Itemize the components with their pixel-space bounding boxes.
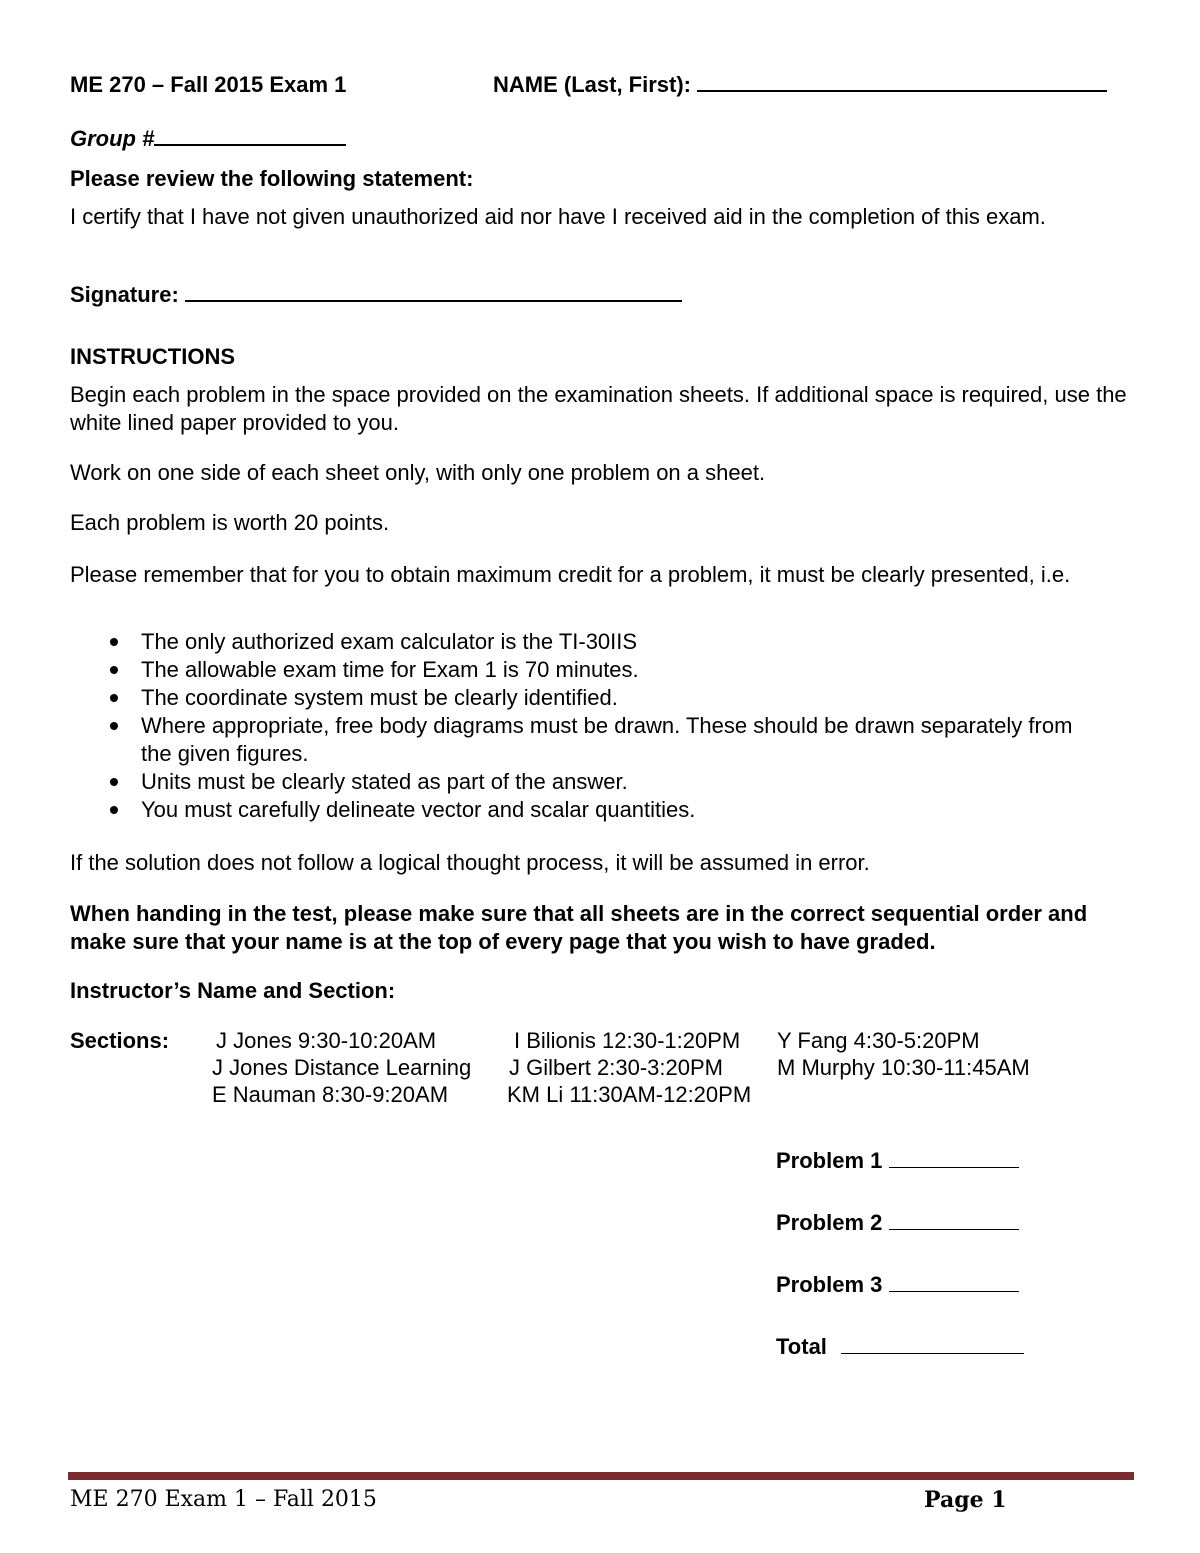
problem-3-label: Problem 3 <box>776 1272 883 1297</box>
footer-left: ME 270 Exam 1 – Fall 2015 <box>70 1487 377 1512</box>
problem-1-label: Problem 1 <box>776 1148 883 1173</box>
sections-label: Sections: <box>70 1028 170 1053</box>
list-item: The allowable exam time for Exam 1 is 70 minutes. <box>70 656 1130 684</box>
bullet-icon <box>110 638 118 646</box>
bullet-icon <box>110 722 118 730</box>
instructions-paragraph-2: Work on one side of each sheet only, with only one problem on a sheet. <box>70 460 766 485</box>
section-option[interactable]: J Gilbert 2:30-3:20PM <box>509 1055 723 1080</box>
problem-2-label: Problem 2 <box>776 1210 883 1235</box>
instructions-paragraph-3: Each problem is worth 20 points. <box>70 510 390 535</box>
total-blank[interactable] <box>841 1335 1024 1354</box>
instructions-heading: INSTRUCTIONS <box>70 344 235 369</box>
course-title: ME 270 – Fall 2015 Exam 1 <box>70 72 347 97</box>
list-item: You must carefully delineate vector and scalar quantities. <box>70 796 1130 824</box>
bullet-icon <box>110 666 118 674</box>
review-heading: Please review the following statement: <box>70 166 474 191</box>
list-item: Units must be clearly stated as part of the answer. <box>70 768 1130 796</box>
list-item: The coordinate system must be clearly identified. <box>70 684 1130 712</box>
footer-rule <box>68 1472 1134 1480</box>
list-item: Where appropriate, free body diagrams must be drawn. These should be drawn separately from the given figures. <box>70 712 1101 768</box>
section-option[interactable]: J Jones Distance Learning <box>212 1055 472 1080</box>
name-label: NAME (Last, First): <box>493 72 691 97</box>
list-item: The only authorized exam calculator is the TI-30IIS <box>70 628 1130 656</box>
instructions-paragraph-4: Please remember that for you to obtain maximum credit for a problem, it must be clearly presented, i.e. <box>70 562 1071 587</box>
requirements-list <box>70 628 1130 824</box>
problem-2-score[interactable] <box>776 1210 1019 1236</box>
group-label: Group # <box>70 126 155 151</box>
problem-3-blank[interactable] <box>889 1273 1019 1292</box>
name-field[interactable] <box>493 72 1107 98</box>
page-number: Page 1 <box>924 1487 1007 1513</box>
bullet-icon <box>110 806 118 814</box>
section-option[interactable]: M Murphy 10:30-11:45AM <box>777 1055 1030 1080</box>
problem-1-score[interactable] <box>776 1148 1019 1174</box>
instructor-label: Instructor’s Name and Section: <box>70 978 396 1003</box>
section-option[interactable]: I Bilionis 12:30-1:20PM <box>514 1028 741 1053</box>
signature-blank[interactable] <box>185 282 682 302</box>
instructions-paragraph-5: If the solution does not follow a logical thought process, it will be assumed in error. <box>70 850 870 875</box>
problem-3-score[interactable] <box>776 1272 1019 1298</box>
group-blank[interactable] <box>154 126 346 146</box>
total-label: Total <box>776 1334 827 1359</box>
bullet-icon <box>110 694 118 702</box>
group-field[interactable] <box>70 126 346 152</box>
problem-1-blank[interactable] <box>889 1149 1019 1168</box>
section-option[interactable]: Y Fang 4:30-5:20PM <box>777 1028 980 1053</box>
name-blank[interactable] <box>697 72 1107 92</box>
instructions-paragraph-1: Begin each problem in the space provided on the examination sheets. If additional space is required, use the white lined paper provided to you. <box>70 382 1127 435</box>
instructions-paragraph-6: When handing in the test, please make sure that all sheets are in the correct sequential order and make sure that your name is at the top of every page that you wish to have graded. <box>70 901 1088 954</box>
total-score[interactable] <box>776 1334 1024 1360</box>
certify-statement: I certify that I have not given unauthorized aid nor have I received aid in the completion of this exam. <box>70 204 1046 229</box>
signature-field[interactable] <box>70 282 682 308</box>
problem-2-blank[interactable] <box>889 1211 1019 1230</box>
section-option[interactable]: KM Li 11:30AM-12:20PM <box>507 1082 752 1107</box>
signature-label: Signature: <box>70 282 179 307</box>
section-option[interactable]: J Jones 9:30-10:20AM <box>216 1028 437 1053</box>
section-option[interactable]: E Nauman 8:30-9:20AM <box>212 1082 449 1107</box>
bullet-icon <box>110 778 118 786</box>
